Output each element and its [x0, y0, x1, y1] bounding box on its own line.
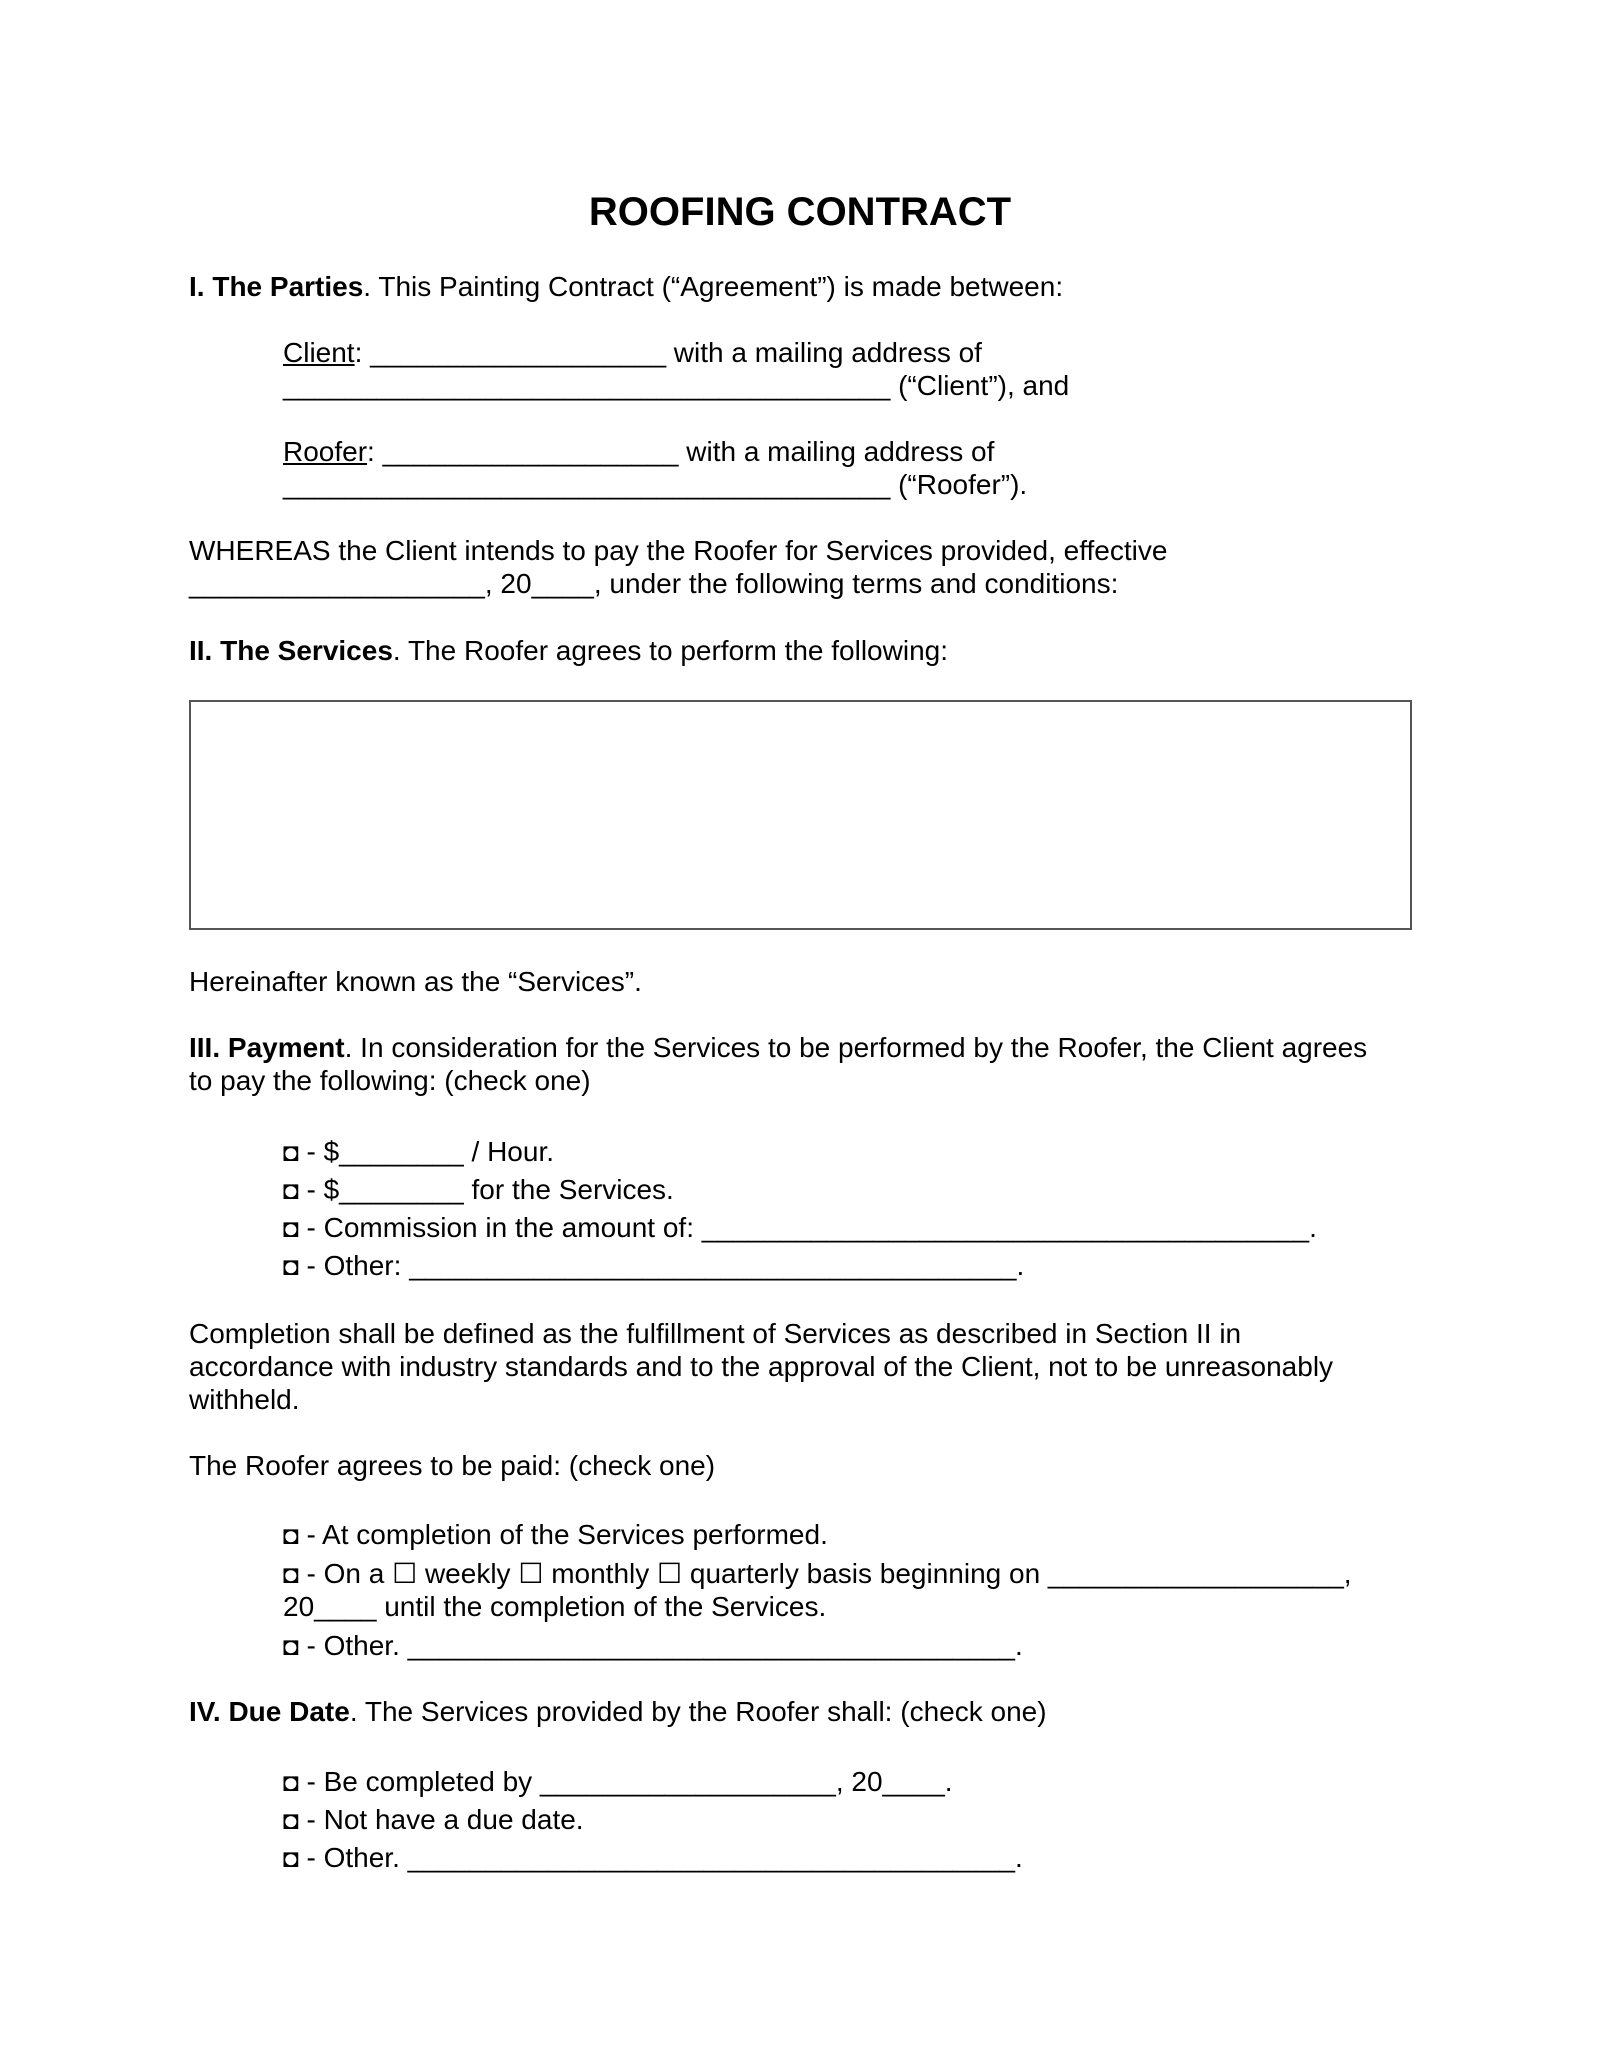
payment-option-hourly[interactable]: [283, 1135, 554, 1169]
payment-option-commission[interactable]: [283, 1211, 1317, 1245]
due-option-label: - Be completed by ___________________, 20____.: [298, 1766, 953, 1797]
paid-intro: The Roofer agrees to be paid: (check one): [189, 1450, 716, 1481]
payment-option-label: - $________ for the Services.: [298, 1174, 674, 1205]
payment-option-flat-fee[interactable]: [283, 1173, 674, 1207]
due-option-label: - Not have a due date.: [298, 1804, 584, 1835]
payment-option-label: - Commission in the amount of: _______________________________________.: [298, 1212, 1317, 1243]
hereinafter-text: Hereinafter known as the “Services”.: [189, 966, 642, 997]
paid-option-periodic[interactable]: [283, 1557, 1352, 1591]
client-name-field[interactable]: : ___________________ with a mailing address of: [354, 337, 982, 368]
paid-option-label: - Other. _______________________________________.: [298, 1630, 1023, 1661]
payment-paragraph: [189, 1031, 1367, 1065]
payment-option-label: - $________ / Hour.: [298, 1136, 555, 1167]
client-label: Client: [283, 337, 355, 368]
checkbox-icon[interactable]: ◘: [283, 1213, 299, 1243]
services-heading: II. The Services: [189, 635, 393, 666]
checkbox-icon[interactable]: ◘: [283, 1559, 299, 1589]
paid-option-label: - At completion of the Services performed.: [298, 1519, 828, 1550]
roofer-label: Roofer: [283, 436, 368, 467]
checkbox-icon[interactable]: ◘: [283, 1520, 299, 1550]
payment-option-other[interactable]: [283, 1249, 1024, 1283]
roofer-address-field[interactable]: _______________________________________ (“Roofer”).: [283, 469, 1028, 500]
parties-paragraph: [189, 270, 1063, 304]
services-paragraph: [189, 634, 948, 668]
client-address-field[interactable]: _______________________________________ (“Client”), and: [283, 370, 1070, 401]
completion-text-2: accordance with industry standards and to the approval of the Client, not to be unreasonably: [189, 1351, 1334, 1382]
due-option-label: - Other. _______________________________________.: [298, 1842, 1023, 1873]
document-title: ROOFING CONTRACT: [588, 190, 1012, 234]
paid-option-other[interactable]: [283, 1629, 1023, 1663]
payment-text: . In consideration for the Services to be performed by the Roofer, the Client agrees: [344, 1032, 1368, 1063]
paid-option-label: - On a ☐ weekly ☐ monthly ☐ quarterly basis beginning on ___________________,: [298, 1558, 1352, 1589]
checkbox-icon[interactable]: ◘: [283, 1843, 299, 1873]
checkbox-icon[interactable]: ◘: [283, 1251, 299, 1281]
checkbox-icon[interactable]: ◘: [283, 1631, 299, 1661]
due-date-heading: IV. Due Date: [189, 1696, 350, 1727]
checkbox-icon[interactable]: ◘: [283, 1175, 299, 1205]
payment-text-2: to pay the following: (check one): [189, 1065, 591, 1096]
checkbox-icon[interactable]: ◘: [283, 1805, 299, 1835]
payment-option-label: - Other: _______________________________________.: [298, 1250, 1025, 1281]
services-text: . The Roofer agrees to perform the following:: [392, 635, 948, 666]
due-date-text: . The Services provided by the Roofer shall: (check one): [349, 1696, 1047, 1727]
parties-text: . This Painting Contract (“Agreement”) is made between:: [363, 271, 1064, 302]
roofer-name-field[interactable]: : ___________________ with a mailing address of: [367, 436, 995, 467]
completion-text-3: withheld.: [189, 1384, 300, 1415]
due-date-paragraph: [189, 1695, 1047, 1729]
checkbox-icon[interactable]: ◘: [283, 1137, 299, 1167]
whereas-line-1: WHEREAS the Client intends to pay the Roofer for Services provided, effective: [189, 535, 1168, 566]
due-option-completed-by[interactable]: [283, 1765, 953, 1799]
roofer-line: [283, 435, 994, 469]
paid-option-periodic-cont: 20____ until the completion of the Services.: [283, 1591, 827, 1622]
due-option-other[interactable]: [283, 1841, 1023, 1875]
due-option-no-date[interactable]: [283, 1803, 584, 1837]
parties-heading: I. The Parties: [189, 271, 364, 302]
completion-text-1: Completion shall be defined as the fulfillment of Services as described in Section II in: [189, 1318, 1242, 1349]
checkbox-icon[interactable]: ◘: [283, 1767, 299, 1797]
services-description-box[interactable]: [189, 700, 1412, 930]
paid-option-completion[interactable]: [283, 1518, 828, 1552]
payment-heading: III. Payment: [189, 1032, 345, 1063]
client-line: [283, 336, 982, 370]
effective-date-field[interactable]: ___________________, 20____, under the following terms and conditions:: [189, 568, 1119, 599]
